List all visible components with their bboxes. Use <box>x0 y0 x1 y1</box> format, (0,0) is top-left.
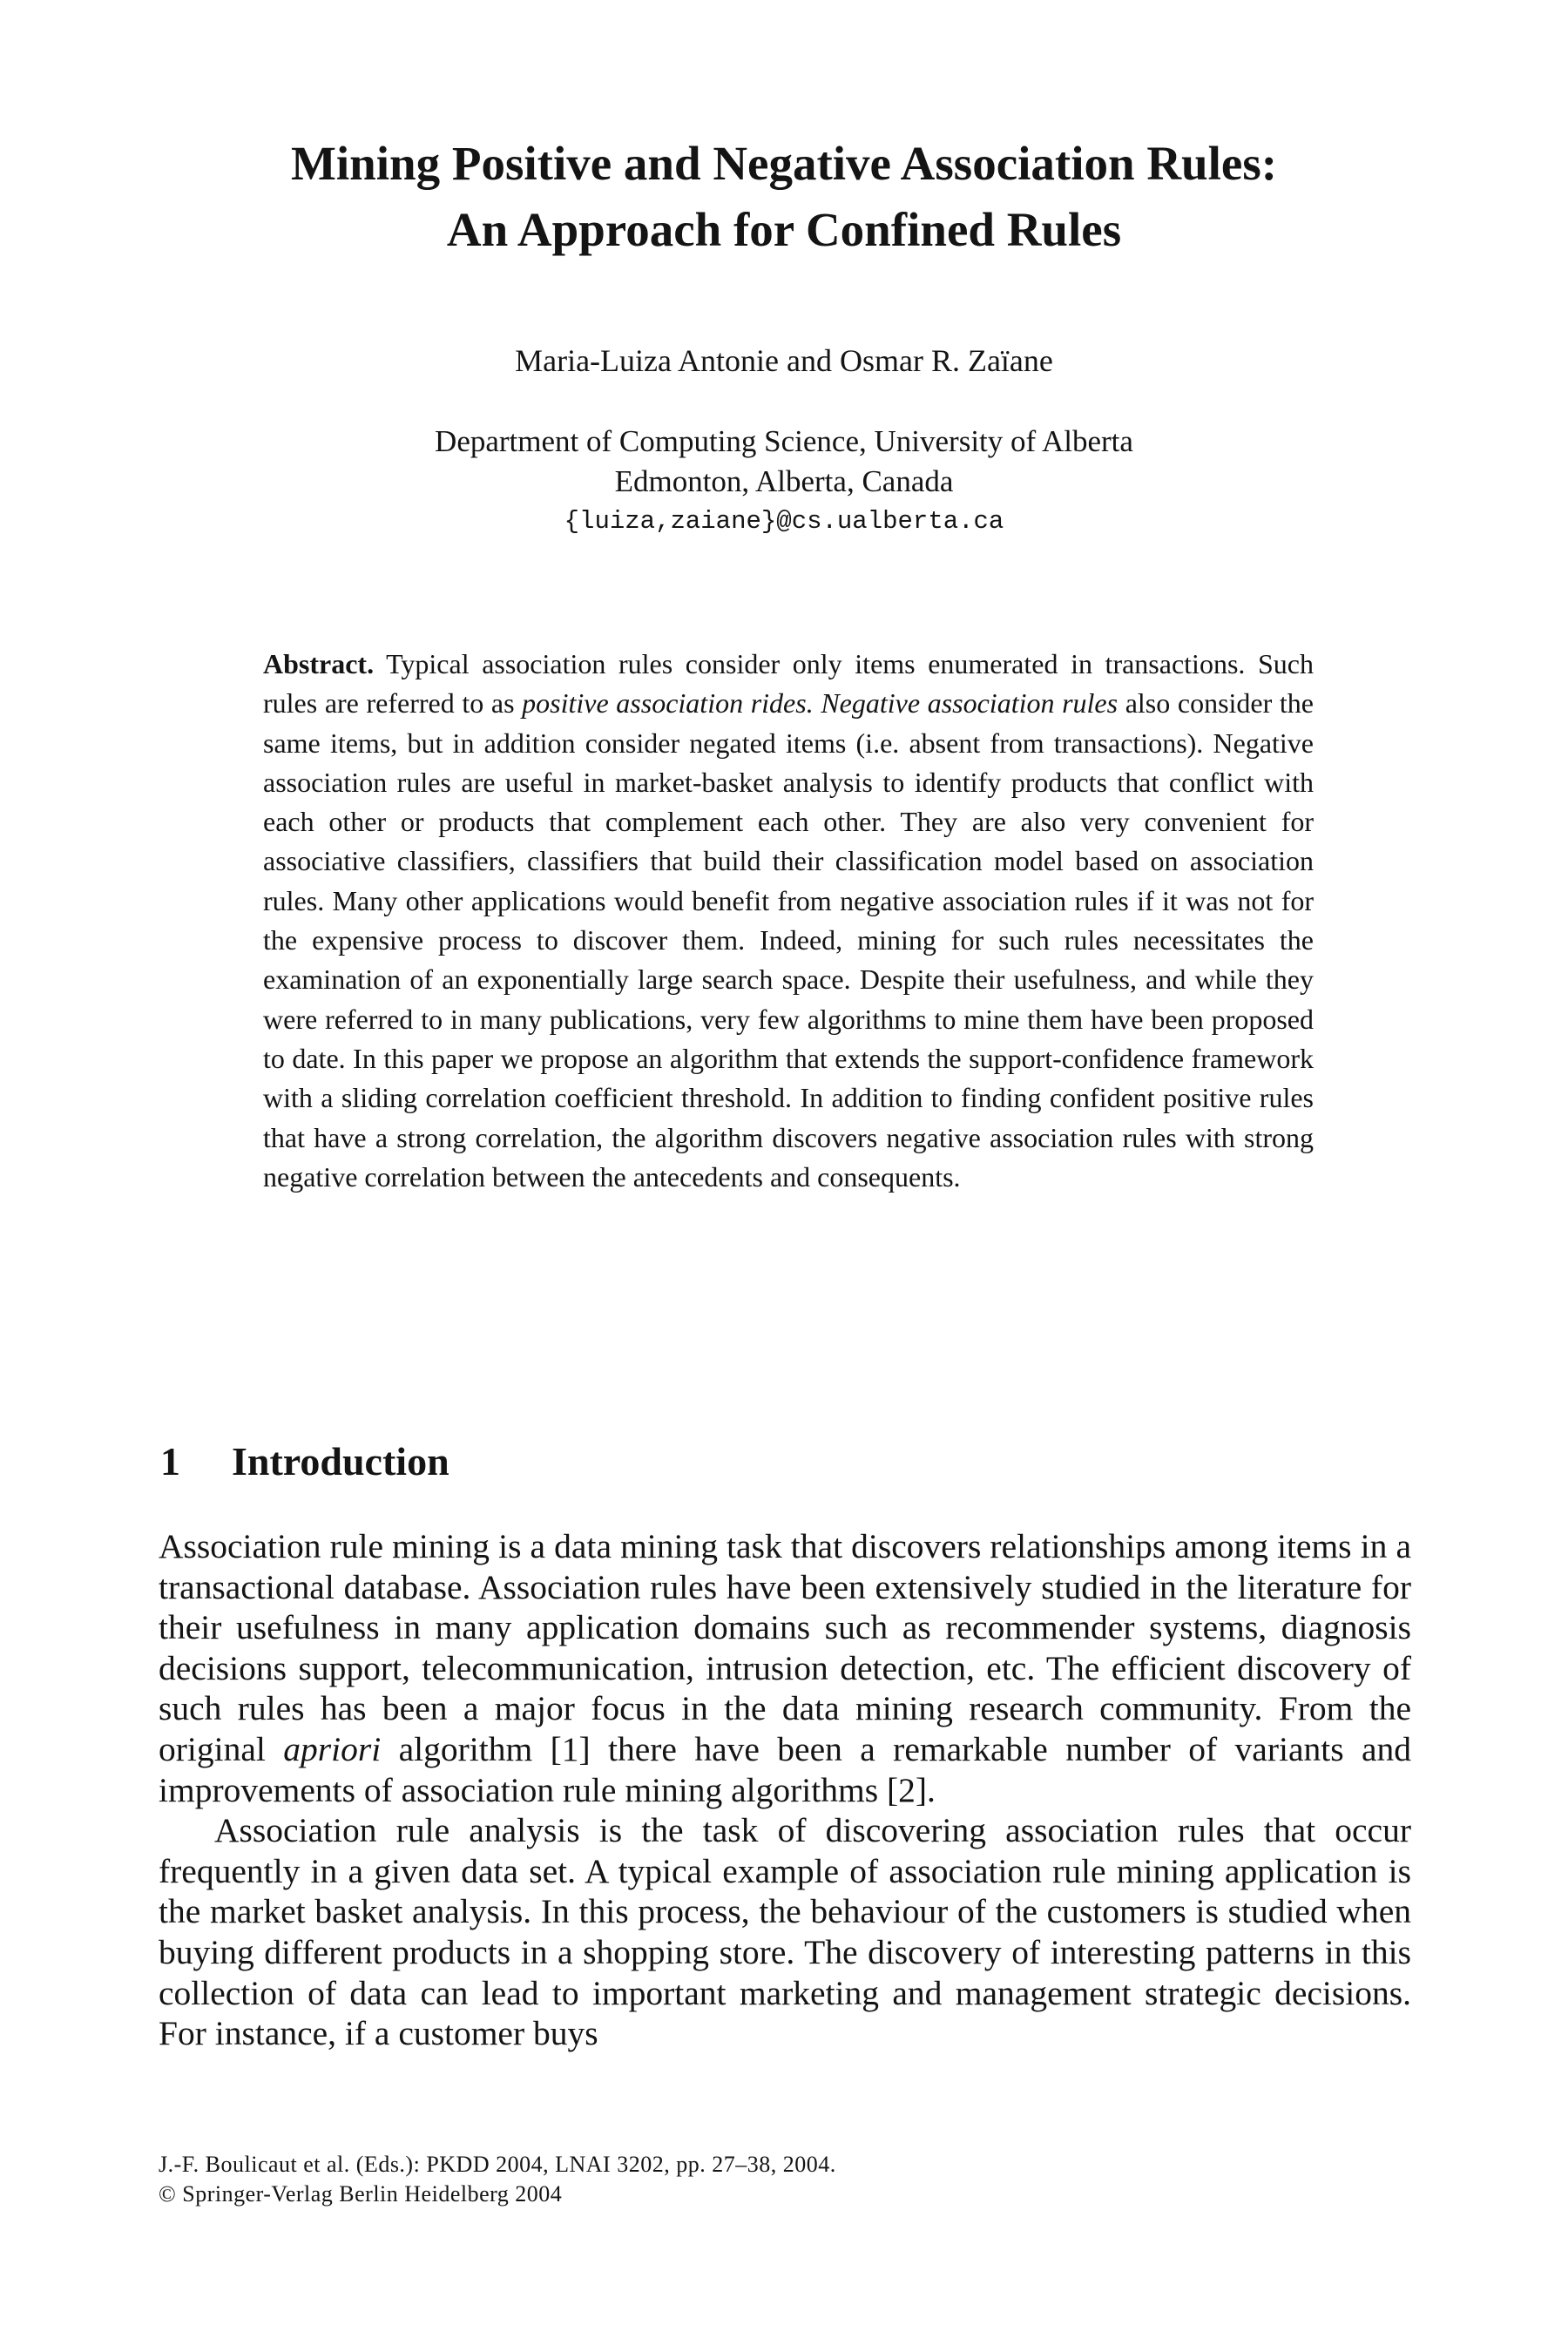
page-footer <box>159 2150 1411 2209</box>
abstract-text-1: Typical association rules consider only items enumerated in transactions. Such rules are referred to as <box>263 648 1314 720</box>
section-title: Introduction <box>232 1439 449 1484</box>
abstract-italic-1: positive association rides. Negative association rules <box>522 687 1119 720</box>
affiliation-department: Department of Computing Science, University of Alberta <box>435 424 1133 458</box>
paragraph-2: Association rule analysis is the task of discovering association rules that occur frequently in a given data set. A typical example of association rule mining application is the market basket analysis. In this process, the behaviour of the customers is studied when buying different products in a shopping store. The discovery of interesting patterns in this collection of data can lead to important marketing and management strategic decisions. For instance, if a customer buys <box>159 1811 1411 2053</box>
paragraph-1-text-2: algorithm [1] there have been a remarkable number of variants and improvements of association rule mining algorithms [2]. <box>159 1729 1411 1809</box>
abstract <box>263 645 1314 1197</box>
paper-title <box>0 131 1568 263</box>
paragraph-1 <box>159 1526 1411 1810</box>
affiliation-location: Edmonton, Alberta, Canada <box>614 464 954 498</box>
affiliation <box>0 422 1568 542</box>
abstract-text-2: also consider the same items, but in addition consider negated items (i.e. absent from transactions). Negative association rules are useful in market-basket analysis to identify products that conflict with each other or products that complement each other. They are also very convenient for associative classifiers, classifiers that build their classification model based on association rules. Many other applications would benefit from negative association rules if it was not for the expensive process to discover them. Indeed, mining for such rules necessitates the examination of an exponentially large search space. Despite their usefulness, and while they were referred to in many publications, very few algorithms to mine them have been proposed to date. In this paper we propose an algorithm that extends the support-confidence framework with a sliding correlation coefficient threshold. In addition to finding confident positive rules that have a strong correlation, the algorithm discovers negative association rules with strong negative correlation between the antecedents and consequents. <box>263 687 1315 1193</box>
footer-citation: J.-F. Boulicaut et al. (Eds.): PKDD 2004, LNAI 3202, pp. 27–38, 2004. <box>159 2152 836 2177</box>
introduction-body <box>159 1526 1411 2054</box>
title-line-2: An Approach for Confined Rules <box>446 203 1122 256</box>
section-number: 1 <box>160 1439 180 1484</box>
paragraph-1-text-1: Association rule mining is a data mining task that discovers relationships among items in a transactional database. Association rules have been extensively studied in the literature for their usefulness in many application domains such as recommender systems, diagnosis decisions support, telecommunication, intrusion detection, etc. The efficient discovery of such rules has been a major focus in the data mining research community. From the original <box>159 1527 1411 1768</box>
author-email: {luiza,zaiane}@cs.ualberta.ca <box>564 507 1004 536</box>
section-heading-introduction <box>160 1436 1380 1488</box>
abstract-label: Abstract. <box>263 648 375 679</box>
title-line-1: Mining Positive and Negative Association Rules: <box>290 137 1278 190</box>
author-list: Maria-Luiza Antonie and Osmar R. Zaïane <box>515 343 1053 378</box>
apriori-term: apriori <box>283 1729 382 1768</box>
footer-copyright: © Springer-Verlag Berlin Heidelberg 2004 <box>159 2181 563 2207</box>
